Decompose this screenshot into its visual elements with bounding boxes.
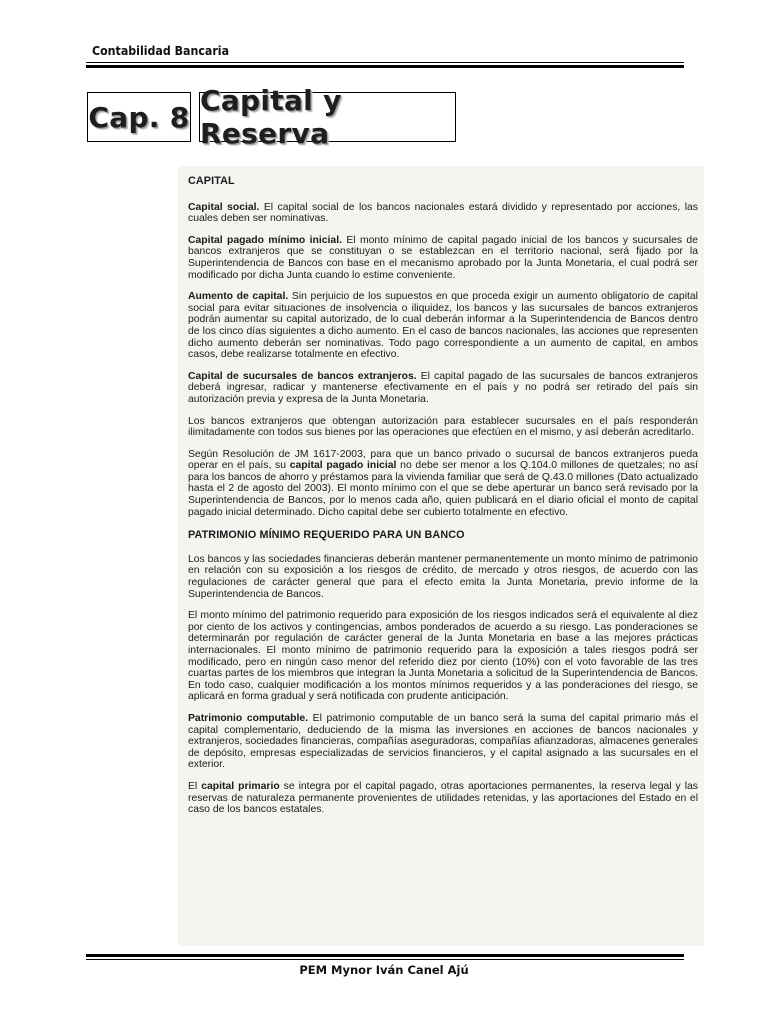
text-resolucion-post: no debe ser menor a los Q.104.0 millones de quetzales; no así para los bancos de ahorro y préstamos para la vivienda familiar que será de Q.43.0 millones (Dato actualizado hasta el 2 de agosto del 2003). El monto mínimo con el que se debe aperturar un banco será revisado por la Superintendencia de Bancos, por lo menos cada año, quien publicará en el diario oficial el monto de capital pagado inicial determinado. Dicho capital debe ser cubierto totalmente en efectivo. xyxy=(188,460,698,518)
text-patrimonio-computable: El patrimonio computable de un banco será la suma del capital primario más el capital complementario, deduciendo de la misma las inversiones en acciones de bancos nacionales y extranjeros, sociedades financieras, compañías aseguradoras, compañías afianzadoras, almacenes generales de depósito, empresas especializadas de servicios financieros, y el capital asignado a las sucursales en el exterior. xyxy=(188,712,699,771)
text-aumento-capital: Sin perjuicio de los supuestos en que proceda exigir un aumento obligatorio de capital social para evitar situaciones de insolvencia o iliquidez, los bancos y las sucursales de bancos extranjeros podrán aumentar su capital autorizado, de lo cual deberán informar a la Superintendencia de Bancos dentro de los cinco días siguientes a dicho aumento. En el caso de bancos nacionales, las acciones que representen dicho aumento deberán ser nominativas. Todo pago correspondiente a un aumento de capital, en ambos casos, debe realizarse totalmente en efectivo. xyxy=(188,291,698,361)
term-capital-pagado-inicial: capital pagado inicial xyxy=(289,460,397,472)
chapter-number-box xyxy=(87,92,191,142)
paragraph-capital-social xyxy=(188,202,698,225)
paragraph-bancos-extranjeros: Los bancos extranjeros que obtengan autorización para establecer sucursales en el país responderán ilimitadamente con todos sus bienes por las operaciones que efectúen en el mismo, y así deberán acreditarlo. xyxy=(188,415,698,439)
paragraph-capital-primario xyxy=(188,781,698,816)
chapter-title-box xyxy=(199,84,456,150)
paragraph-aumento-capital xyxy=(188,291,698,361)
paragraph-patrimonio-computable xyxy=(188,713,698,771)
paragraph-capital-sucursales xyxy=(188,371,698,406)
heading-capital: CAPITAL xyxy=(188,175,235,187)
term-patrimonio-computable: Patrimonio computable. xyxy=(188,712,309,724)
term-capital-primario: capital primario xyxy=(201,780,280,792)
paragraph-patrimonio-minimo: Los bancos y las sociedades financieras deberán mantener permanentemente un monto mínimo de patrimonio en relación con su exposición a los riesgos de crédito, de mercado y otros riesgos, de acuerdo con las regulaciones de carácter general que para el efecto emita la Junta Monetaria, previo informe de la Superintendencia de Bancos. xyxy=(188,553,699,600)
text-resolucion-pre: Según Resolución de JM 1617-2003, para que un banco privado o sucursal de bancos extranjeros pueda operar en el país, su xyxy=(188,448,698,472)
header-rule-thick xyxy=(86,65,684,68)
text-capital-sucursales: El capital pagado de las sucursales de bancos extranjeros deberá ingresar, radicar y mantenerse efectivamente en el país y no podrá ser retirado del país sin autorización previa y expresa de la Junta Monetaria. xyxy=(188,370,698,405)
paragraph-capital-pagado-minimo xyxy=(188,235,698,281)
chapter-number: Cap. 8 xyxy=(88,100,190,134)
text-capital-primario-pre: El xyxy=(188,780,202,792)
term-capital-pagado-minimo: Capital pagado mínimo inicial. xyxy=(188,234,342,246)
scanned-page xyxy=(178,166,704,946)
paragraph-resolucion-jm xyxy=(188,449,698,519)
term-capital-sucursales: Capital de sucursales de bancos extranjeros. xyxy=(188,370,417,382)
footer-author: PEM Mynor Iván Canel Ajú xyxy=(299,963,469,977)
heading-patrimonio: PATRIMONIO MÍNIMO REQUERIDO PARA UN BANCO xyxy=(188,529,465,542)
text-capital-primario-post: se integra por el capital pagado, otras aportaciones permanentes, la reserva legal y las reservas de naturaleza permanente provenientes de utilidades retenidas, y las aportaciones del Estado en el caso de los bancos estatales. xyxy=(188,780,698,816)
term-aumento-capital: Aumento de capital. xyxy=(188,291,289,303)
chapter-title: Capital y Reserva xyxy=(200,84,342,150)
text-capital-pagado-minimo: El monto mínimo de capital pagado inicial de los bancos y sucursales de bancos extranjeros que se constituyan o se establezcan en el territorio nacional, será fijado por la Superintendencia de Bancos con base en el mecanismo aprobado por la Junta Monetaria, el cual podrá ser modificado por dicha Junta cuando lo estime conveniente. xyxy=(188,234,698,281)
text-capital-social: El capital social de los bancos nacionales estará dividido y representado por acciones, las cuales deben ser nominativas. xyxy=(188,201,698,225)
footer-rule-thick xyxy=(86,954,684,957)
footer-rule-thin xyxy=(86,959,684,960)
term-capital-social: Capital social. xyxy=(188,201,260,213)
header-title: Contabilidad Bancaria xyxy=(92,44,230,58)
scanned-text xyxy=(188,176,698,826)
header-rule-thin xyxy=(86,62,684,63)
paragraph-monto-minimo: El monto mínimo del patrimonio requerido para exposición de los riesgos indicados será el equivalente al diez por ciento de los activos y contingencias, ambos ponderados de acuerdo a su riesgo. Las ponderaciones se determinarán por regulación de carácter general de la Junta Monetaria en base a las mejores prácticas internacionales. El monto mínimo de patrimonio requerido para la exposición a tales riesgos podrá ser modificado, pero en ningún caso menor del referido diez por ciento (10%) con el voto favorable de las tres cuartas partes de los miembros que integran la Junta Monetaria a solicitud de la Superintendencia de Bancos. En todo caso, cualquier modificación a los montos mínimos requeridos y a las ponderaciones del riesgo, se aplicará en forma gradual y será notificada con prudente anticipación. xyxy=(188,610,698,703)
